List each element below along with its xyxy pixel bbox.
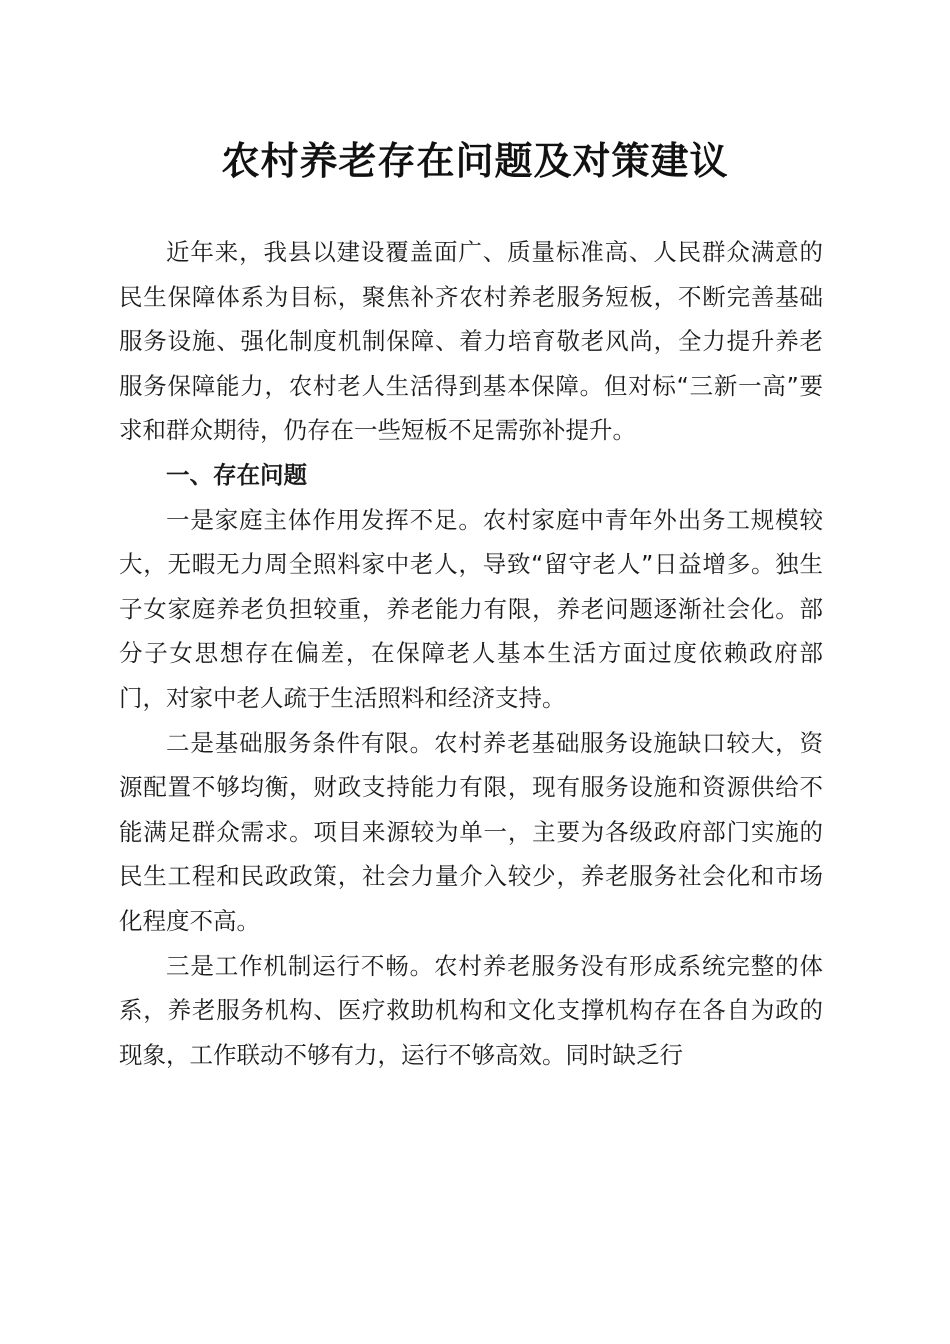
paragraph-text: 农村养老服务没有形成系统完整的体系，养老服务机构、医疗救助机构和文化支撑机构存在各自为政的现象，工作联动不够有力，运行不够高效。同时缺乏行: [119, 951, 824, 1069]
paragraph-text: 农村家庭中青年外出务工规模较大，无暇无力周全照料家中老人，导致“留守老人”日益增多。独生子女家庭养老负担较重，养老能力有限，养老问题逐渐社会化。部分子女思想存在偏差，在保障老人基本生活方面过度依赖政府部门，对家中老人疏于生活照料和经济支持。: [119, 505, 823, 712]
paragraph-lead: 三是工作机制运行不畅。: [166, 951, 435, 980]
paragraph-text: 农村养老基础服务设施缺口较大，资源配置不够均衡，财政支持能力有限，现有服务设施和资源供给不能满足群众需求。项目来源较为单一，主要为各级政府部门实施的民生工程和民政政策，社会力量介入较少，养老服务社会化和市场化程度不高。: [119, 728, 824, 935]
section-heading: 一、存在问题: [166, 460, 307, 489]
document-title: 农村养老存在问题及对策建议: [221, 138, 729, 183]
problem-paragraph-1: [119, 498, 823, 721]
document-body: [119, 230, 823, 1077]
problem-paragraph-3: [119, 944, 823, 1078]
paragraph-lead: 二是基础服务条件有限。: [166, 728, 435, 757]
paragraph-lead: 一是家庭主体作用发挥不足。: [166, 505, 483, 534]
problem-paragraph-2: [119, 721, 823, 944]
intro-paragraph: 近年来，我县以建设覆盖面广、质量标准高、人民群众满意的民生保障体系为目标，聚焦补齐农村养老服务短板，不断完善基础服务设施、强化制度机制保障、着力培育敬老风尚，全力提升养老服务保障能力，农村老人生活得到基本保障。但对标“三新一高”要求和群众期待，仍存在一些短板不足需弥补提升。: [119, 238, 823, 445]
